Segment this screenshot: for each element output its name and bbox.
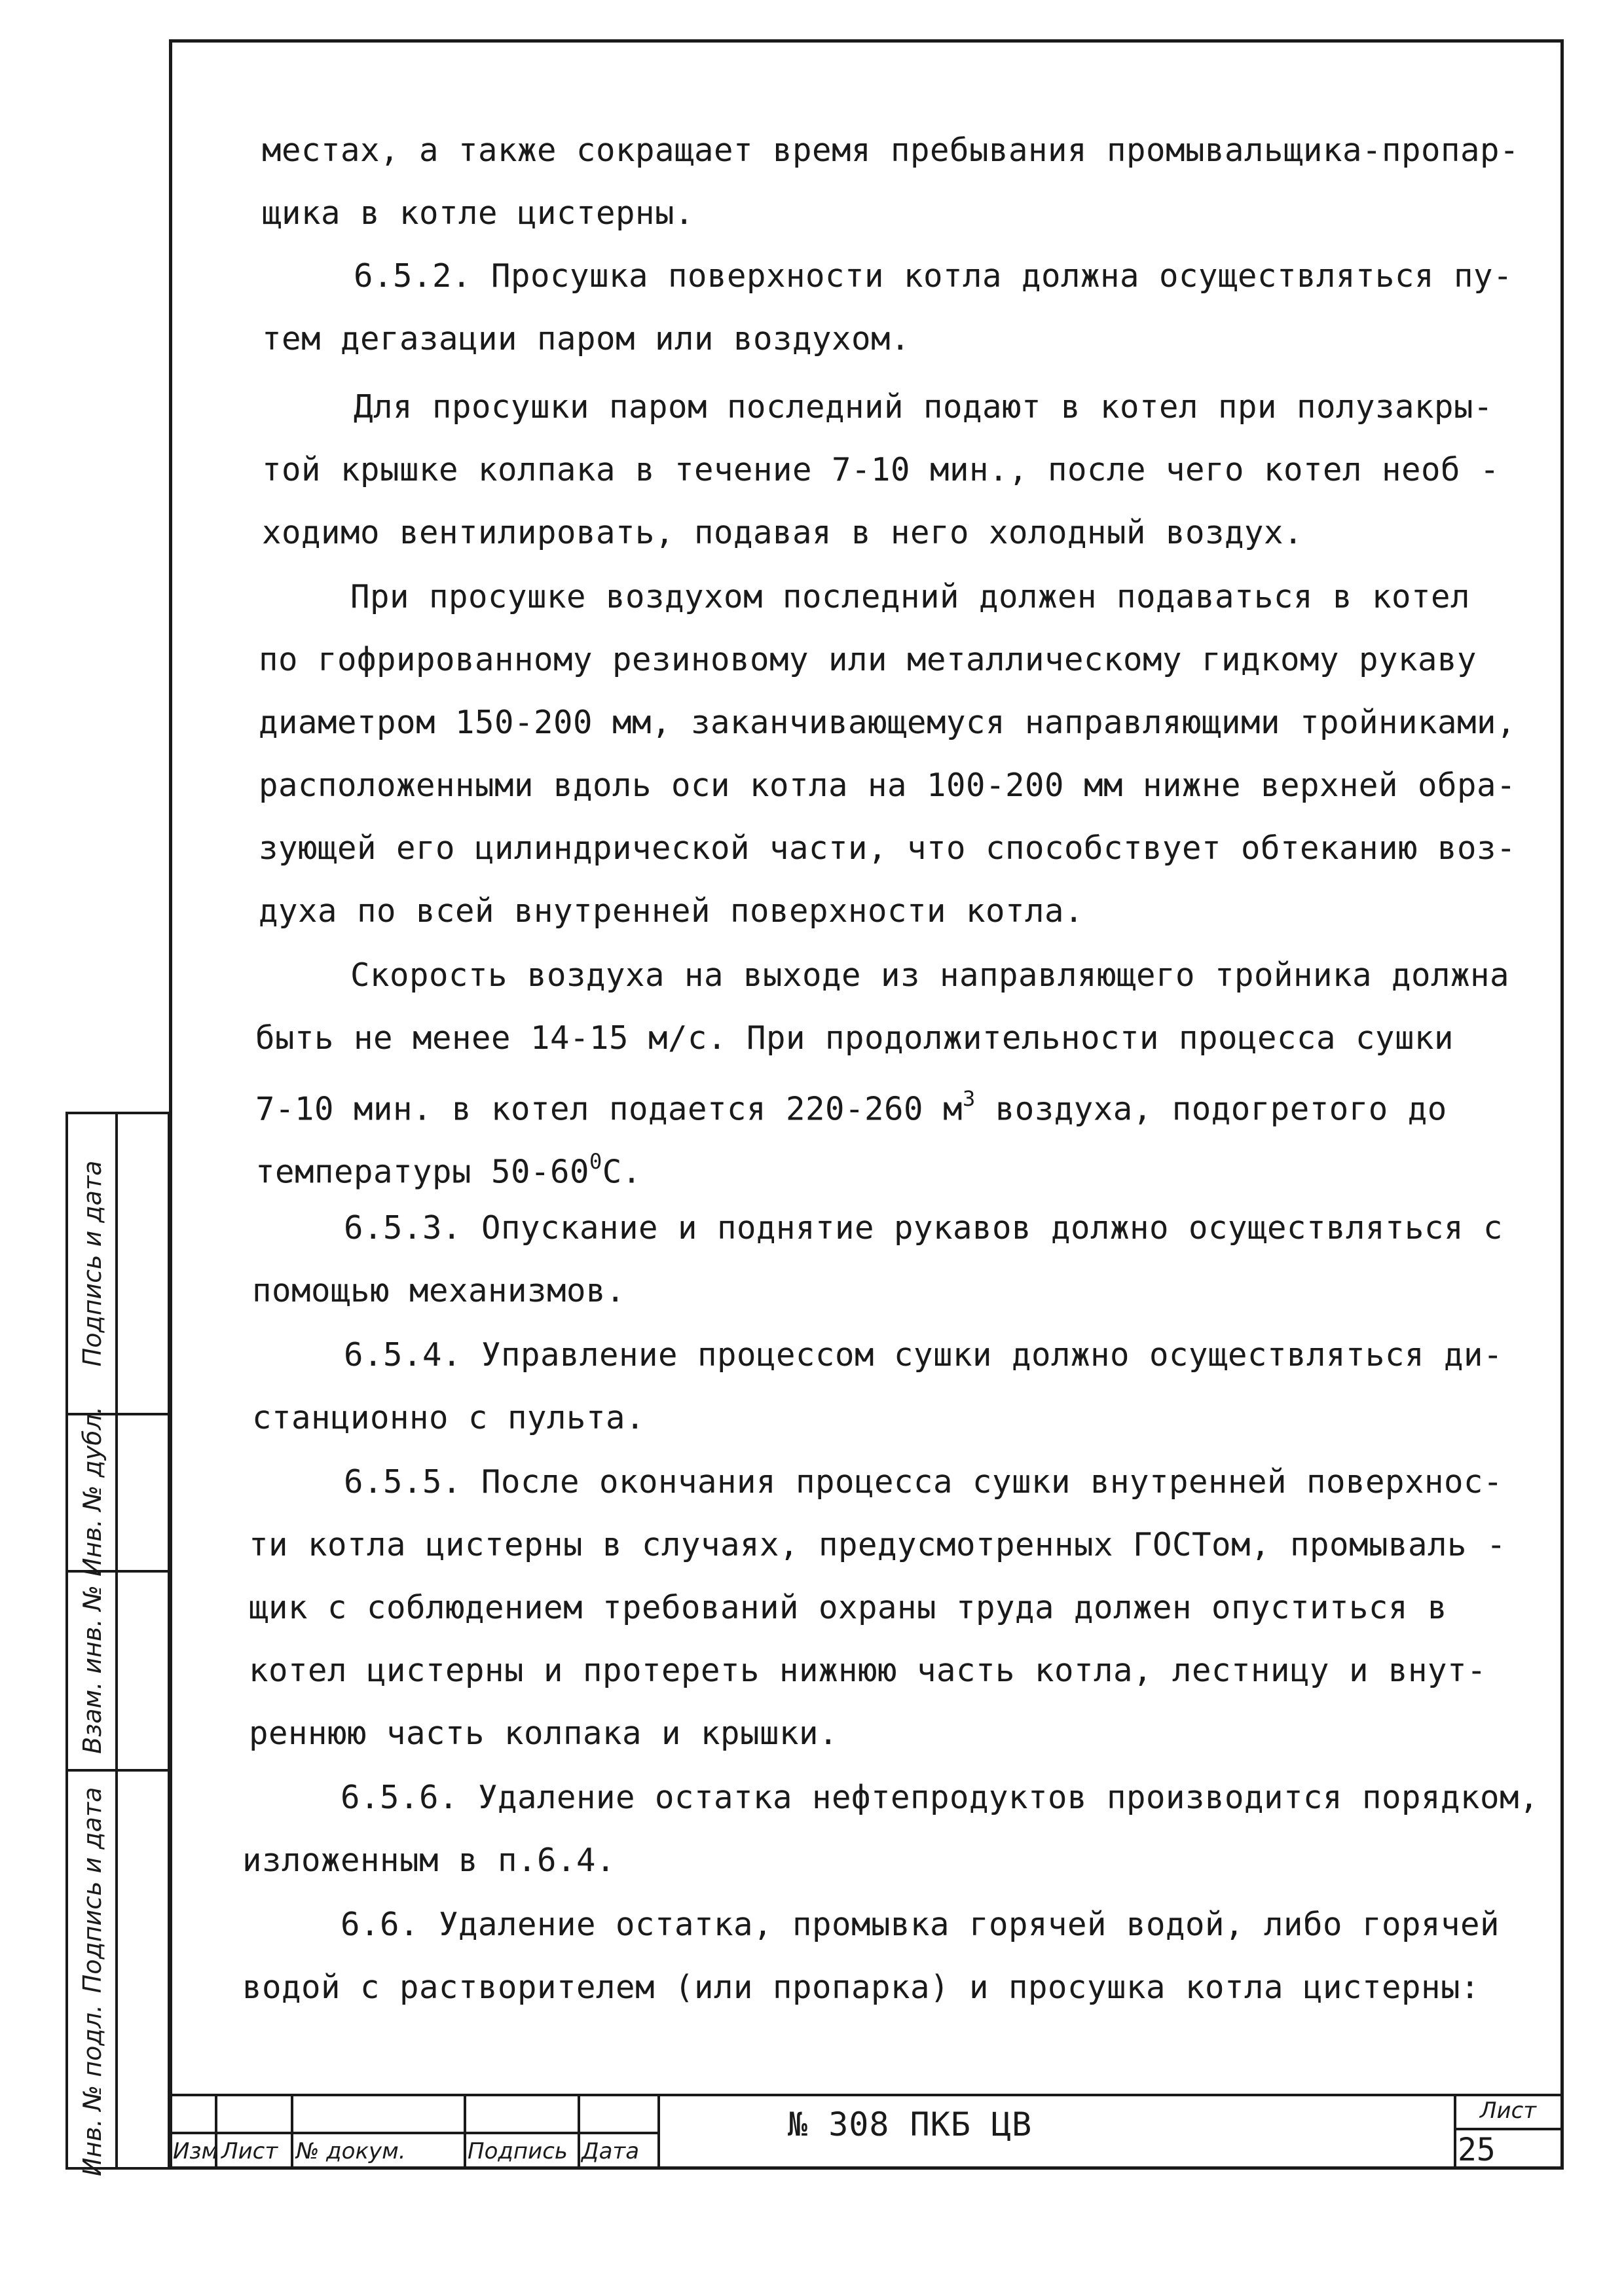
text-segment: 7-10 мин. в котел подается 220-260 м <box>255 1090 963 1128</box>
superscript: 0 <box>589 1149 602 1174</box>
text-line: ходимо вентилировать, подавая в него холодный воздух. <box>262 514 1304 551</box>
text-line: щика в котле цистерны. <box>262 194 695 232</box>
label-n-dokum: № докум. <box>296 2138 406 2164</box>
text-segment: С. <box>602 1153 642 1191</box>
text-line: Скорость воздуха на выходе из направляющего тройника должна <box>350 957 1510 994</box>
title-block-line <box>291 2094 293 2170</box>
text-line: 6.5.2. Просушка поверхности котла должна осуществляться пу- <box>354 257 1513 295</box>
text-line: ти котла цистерны в случаях, предусмотренных ГОСТом, промываль - <box>249 1526 1507 1563</box>
text-line: 6.6. Удаление остатка, промывка горячей водой, либо горячей <box>341 1906 1500 1943</box>
stamp-signature-date-bottom: Подпись и дата <box>78 1787 107 1994</box>
text-line: 6.5.4. Управление процессом сушки должно осуществляться ди- <box>344 1336 1504 1374</box>
stamp-vzam-inv: Взам. инв. № <box>78 1584 107 1755</box>
text-line: щик с соблюдением требований охраны труда должен опуститься в <box>249 1589 1448 1626</box>
stamp-signature-date-top: Подпись и дата <box>78 1160 107 1367</box>
text-line: изложенным в п.6.4. <box>242 1842 616 1879</box>
text-line: местах, а также сокращает время пребывания промывальщика-пропар- <box>262 132 1520 169</box>
text-line: 6.5.6. Удаление остатка нефтепродуктов производится порядком, <box>341 1779 1540 1816</box>
text-line: быть не менее 14-15 м/с. При продолжительности процесса сушки <box>255 1019 1454 1057</box>
title-block <box>169 2094 1564 2170</box>
text-line: Для просушки паром последний подают в котел при полузакры- <box>354 388 1494 426</box>
text-line <box>255 1144 642 1192</box>
label-list: Лист <box>221 2138 278 2164</box>
approval-stamp <box>65 1112 170 2177</box>
stamp-inv-podl: Инв. № подл. <box>78 2004 107 2177</box>
text-line: 6.5.3. Опускание и поднятие рукавов должно осуществляться с <box>344 1209 1504 1247</box>
text-line: расположенными вдоль оси котла на 100-200 мм нижне верхней обра- <box>259 767 1517 804</box>
sheet-number: 25 <box>1458 2132 1496 2168</box>
text-line <box>255 1082 1447 1129</box>
document-code: № 308 ПКБ ЦВ <box>788 2105 1033 2143</box>
title-block-line <box>578 2094 580 2170</box>
text-line: водой с растворителем (или пропарка) и просушка котла цистерны: <box>242 1969 1481 2006</box>
title-block-line <box>169 2094 1564 2096</box>
title-block-line <box>657 2094 660 2170</box>
sheet-label: Лист <box>1479 2098 1537 2124</box>
text-line: тем дегазации паром или воздухом. <box>262 320 911 357</box>
text-line: по гофрированному резиновому или металлическому гидкому рукаву <box>259 641 1477 678</box>
label-podpis: Подпись <box>468 2138 568 2164</box>
text-line: той крышке колпака в течение 7-10 мин., после чего котел необ - <box>262 451 1500 488</box>
text-line: При просушке воздухом последний должен подаваться в котел <box>350 578 1471 615</box>
stamp-divider <box>115 1114 118 2167</box>
label-izm: Изм <box>173 2138 219 2164</box>
text-segment: воздуха, подогретого до <box>975 1090 1447 1128</box>
text-line: духа по всей внутренней поверхности котла. <box>259 892 1084 930</box>
text-line: 6.5.5. После окончания процесса сушки внутренней поверхнос- <box>344 1463 1504 1501</box>
text-line: реннюю часть колпака и крышки. <box>249 1715 839 1752</box>
title-block-line <box>169 2132 660 2134</box>
text-segment: температуры 50-60 <box>255 1153 590 1191</box>
label-data: Дата <box>581 2138 640 2164</box>
text-line: помощью механизмов. <box>252 1272 626 1309</box>
superscript: 3 <box>963 1086 976 1111</box>
title-block-line <box>464 2094 466 2170</box>
text-line: станционно с пульта. <box>252 1399 646 1436</box>
stamp-inv-dubl: Инв. № дубл. <box>78 1406 107 1576</box>
text-line: зующей его цилиндрической части, что способствует обтеканию воз- <box>259 829 1517 867</box>
text-line: котел цистерны и протереть нижнюю часть котла, лестницу и внут- <box>249 1652 1487 1689</box>
text-line: диаметром 150-200 мм, заканчивающемуся направляющими тройниками, <box>259 704 1517 741</box>
